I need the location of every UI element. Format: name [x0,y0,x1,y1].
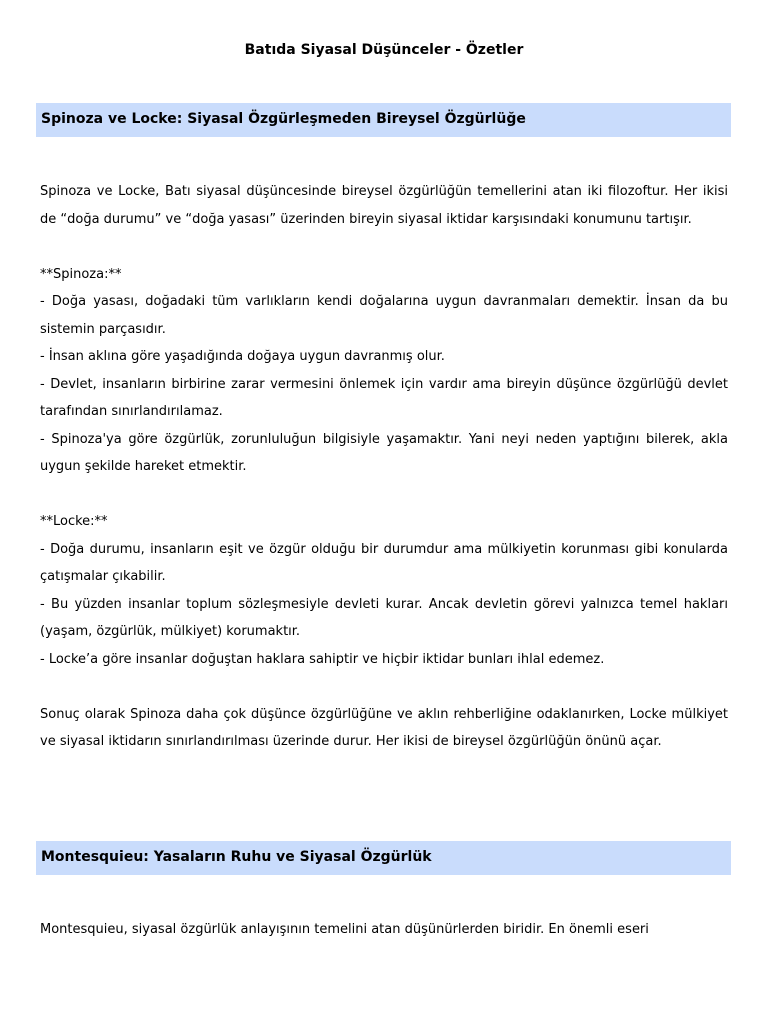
spinoza-point: - İnsan aklına göre yaşadığında doğaya uygun davranmış olur. [40,349,445,364]
locke-point: - Bu yüzden insanlar toplum sözleşmesiyle devleti kurar. Ancak devletin görevi yalnızca temel hakları (yaşam, özgürlük, mülkiyet) korumaktır. [40,596,728,639]
spinoza-point: - Spinoza'ya göre özgürlük, zorunluluğun bilgisiyle yaşamaktır. Yani neyi neden yaptığını bilerek, akla uygun şekilde hareket etmektir. [40,431,728,474]
section-body-montesquieu [40,916,728,944]
montesquieu-intro-paragraph: Montesquieu, siyasal özgürlük anlayışının temelini atan düşünürlerden biridir. En önemli eseri [40,922,649,937]
paragraph-spacer [40,673,728,701]
locke-point: - Locke’a göre insanlar doğuştan haklara sahiptir ve hiçbir iktidar bunları ihlal edemez. [40,651,605,667]
paragraph-spacer [40,233,728,261]
conclusion-paragraph: Sonuç olarak Spinoza daha çok düşünce özgürlüğüne ve aklın rehberliğine odaklanırken, Locke mülkiyet ve siyasal iktidarın sınırlandırılması üzerinde durur. Her ikisi de bireysel özgürlüğün önünü açar. [40,706,728,749]
paragraph-spacer [40,481,728,509]
section-heading-montesquieu: Montesquieu: Yasaların Ruhu ve Siyasal Özgürlük [36,841,731,875]
page-title: Batıda Siyasal Düşünceler - Özetler [244,42,524,58]
spinoza-point: - Devlet, insanların birbirine zarar vermesini önlemek için vardır ama bireyin düşünce özgürlüğü devlet tarafından sınırlandırılamaz. [40,376,728,419]
locke-point: - Doğa durumu, insanların eşit ve özgür olduğu bir durumdur ama mülkiyetin korunması gibi konularda çatışmalar çıkabilir. [40,541,728,584]
section-body-spinoza-locke [40,178,728,756]
spinoza-label: **Spinoza:** [40,266,122,282]
intro-paragraph: Spinoza ve Locke, Batı siyasal düşüncesinde bireysel özgürlüğün temellerini atan iki filozoftur. Her ikisi de “doğa durumu” ve “doğa yasası” üzerinden bireyin siyasal iktidar karşısındaki konumunu tartışır. [40,184,728,227]
spinoza-point: - Doğa yasası, doğadaki tüm varlıkların kendi doğalarına uygun davranmaları demektir. İnsan da bu sistemin parçasıdır. [40,294,728,337]
section-heading-spinoza-locke: Spinoza ve Locke: Siyasal Özgürleşmeden Bireysel Özgürlüğe [36,103,731,137]
locke-label: **Locke:** [40,514,108,529]
